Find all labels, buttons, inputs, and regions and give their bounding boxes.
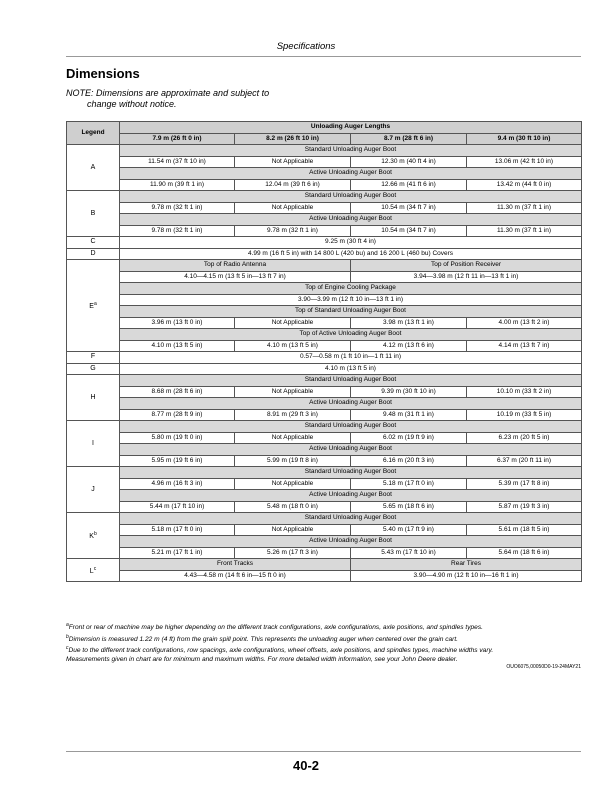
table-row [67,260,582,272]
subheader: Active Unloading Auger Boot [120,168,582,180]
cell: Not Applicable [235,156,351,168]
cell: 5.43 m (17 ft 10 in) [351,547,467,559]
table-row [67,191,582,203]
cell: 5.26 m (17 ft 3 in) [235,547,351,559]
column-header: 9.4 m (30 ft 10 in) [467,133,582,145]
note [66,88,366,110]
table-row [67,225,582,237]
legend-l: $L^c$ [67,559,120,582]
table-row [67,294,582,306]
table-row [67,455,582,467]
table-row [67,375,582,387]
footnote-a: $^a$Front or rear of machine may be higher depending on the different track configurations, axle configurations, axle positions, and spindles types. [66,622,483,631]
cell: 5.61 m (18 ft 5 in) [467,524,582,536]
cell: 9.48 m (31 ft 1 in) [351,409,467,421]
subheader: Standard Unloading Auger Boot [120,513,582,525]
section-title: Dimensions [66,66,140,81]
legend-d: D [67,248,120,260]
cell: 5.95 m (19 ft 6 in) [120,455,235,467]
cell: 3.98 m (13 ft 1 in) [351,317,467,329]
cell: 3.96 m (13 ft 0 in) [120,317,235,329]
running-header: Specifications [276,41,336,52]
cell: 4.43—4.58 m (14 ft 6 in—15 ft 0 in) [120,570,351,582]
cell: 5.99 m (19 ft 8 in) [235,455,351,467]
note-line-2: change without notice. [87,99,177,109]
table-row [67,501,582,513]
cell: 5.18 m (17 ft 0 in) [351,478,467,490]
table-row [67,317,582,329]
table-row [67,467,582,479]
table-row [67,248,582,260]
cell: Not Applicable [235,202,351,214]
cell: 5.64 m (18 ft 6 in) [467,547,582,559]
subheader: Top of Radio Antenna [120,260,351,272]
legend-c: C [67,237,120,249]
column-header: 8.7 m (28 ft 6 in) [351,133,467,145]
column-header-row [67,133,582,145]
cell: 8.91 m (29 ft 3 in) [235,409,351,421]
table-row [67,306,582,318]
cell: 12.66 m (41 ft 6 in) [351,179,467,191]
table-row [67,524,582,536]
subheader: Standard Unloading Auger Boot [120,421,582,433]
legend-j: J [67,467,120,513]
cell: 5.44 m (17 ft 10 in) [120,501,235,513]
legend-g: G [67,363,120,375]
cell: 6.37 m (20 ft 11 in) [467,455,582,467]
table-row [67,329,582,341]
subheader: Standard Unloading Auger Boot [120,191,582,203]
subheader: Front Tracks [120,559,351,571]
table-row [67,363,582,375]
cell: 5.65 m (18 ft 6 in) [351,501,467,513]
subheader: Top of Engine Cooling Package [120,283,582,295]
table-row [67,352,582,364]
cell: 11.30 m (37 ft 1 in) [467,225,582,237]
legend-f: F [67,352,120,364]
table-row [67,179,582,191]
legend-b: B [67,191,120,237]
cell: 5.39 m (17 ft 8 in) [467,478,582,490]
cell: 5.18 m (17 ft 0 in) [120,524,235,536]
table-row [67,513,582,525]
cell: 8.77 m (28 ft 9 in) [120,409,235,421]
table-row [67,386,582,398]
table-row [67,547,582,559]
table-row [67,409,582,421]
table-header-row [67,122,582,134]
cell: Not Applicable [235,524,351,536]
subheader: Active Unloading Auger Boot [120,490,582,502]
cell: 10.10 m (33 ft 2 in) [467,386,582,398]
cell: 5.48 m (18 ft 0 in) [235,501,351,513]
cell: 11.30 m (37 ft 1 in) [467,202,582,214]
cell: 4.00 m (13 ft 2 in) [467,317,582,329]
subheader: Standard Unloading Auger Boot [120,375,582,387]
legend-e: $E^a$ [67,260,120,352]
footnotes [66,621,581,664]
cell: 6.23 m (20 ft 5 in) [467,432,582,444]
table-row [67,283,582,295]
dimensions-table [66,121,582,582]
cell: 11.90 m (39 ft 1 in) [120,179,235,191]
table-row [67,145,582,157]
footnote-b: $^b$Dimension is measured 1.22 m (4 ft) from the grain spill point. This represents the unloading auger when centered over the grain cart. [66,633,459,643]
legend-a: A [67,145,120,191]
table-row [67,202,582,214]
table-row [67,271,582,283]
table-row [67,156,582,168]
cell: 8.68 m (28 ft 6 in) [120,386,235,398]
cell: 9.78 m (32 ft 1 in) [120,225,235,237]
cell: 5.87 m (19 ft 3 in) [467,501,582,513]
cell: 11.54 m (37 ft 10 in) [120,156,235,168]
footer-rule [66,751,581,752]
header-rule [66,56,581,57]
cell: 13.06 m (42 ft 10 in) [467,156,582,168]
cell: 3.94—3.98 m (12 ft 11 in—13 ft 1 in) [351,271,582,283]
table-row [67,398,582,410]
cell: 6.16 m (20 ft 3 in) [351,455,467,467]
table-row [67,168,582,180]
table-row [67,536,582,548]
cell: 4.14 m (13 ft 7 in) [467,340,582,352]
cell: 4.10—4.15 m (13 ft 5 in—13 ft 7 in) [120,271,351,283]
cell: 10.19 m (33 ft 5 in) [467,409,582,421]
cell: Not Applicable [235,317,351,329]
cell: Not Applicable [235,386,351,398]
page-number: 40-2 [292,758,320,773]
cell: 10.54 m (34 ft 7 in) [351,225,467,237]
cell: 4.12 m (13 ft 6 in) [351,340,467,352]
cell: 3.90—4.90 m (12 ft 10 in—16 ft 1 in) [351,570,582,582]
table-row [67,432,582,444]
group-header: Unloading Auger Lengths [120,122,582,134]
table-row [67,237,582,249]
column-header: 7.9 m (26 ft 0 in) [120,133,235,145]
cell: 10.54 m (34 ft 7 in) [351,202,467,214]
footnote-c-continued: Measurements given in chart are for minimum and maximum widths. For more detailed width information, see your John Deere dealer. [66,655,458,663]
cell: 5.40 m (17 ft 9 in) [351,524,467,536]
subheader: Active Unloading Auger Boot [120,214,582,226]
subheader: Top of Position Receiver [351,260,582,272]
cell: 9.78 m (32 ft 1 in) [235,225,351,237]
subheader: Top of Standard Unloading Auger Boot [120,306,582,318]
legend-h: H [67,375,120,421]
legend-header: Legend [67,122,120,145]
subheader: Top of Active Unloading Auger Boot [120,329,582,341]
legend-i: I [67,421,120,467]
cell: 4.10 m (13 ft 5 in) [120,340,235,352]
table-row [67,570,582,582]
table-row [67,444,582,456]
cell: 9.25 m (30 ft 4 in) [120,237,582,249]
subheader: Active Unloading Auger Boot [120,398,582,410]
table-row [67,559,582,571]
subheader: Rear Tires [351,559,582,571]
cell: 9.78 m (32 ft 1 in) [120,202,235,214]
note-line-1: NOTE: Dimensions are approximate and subject to [66,88,270,98]
cell: 4.10 m (13 ft 5 in) [235,340,351,352]
cell: 0.57—0.58 m (1 ft 10 in—1 ft 11 in) [120,352,582,364]
cell: 12.04 m (39 ft 6 in) [235,179,351,191]
subheader: Standard Unloading Auger Boot [120,467,582,479]
cell: 13.42 m (44 ft 0 in) [467,179,582,191]
document-code: OUO6075,00050D0-19-24MAY21 [506,664,581,670]
table-row [67,490,582,502]
cell: Not Applicable [235,432,351,444]
footnote-c: $^c$Due to the different track configurations, row spacings, axle configurations, wheel offsets, axle positions, and spindles types, machine widths vary. [66,645,494,654]
cell: 4.10 m (13 ft 5 in) [120,363,582,375]
table-row [67,421,582,433]
cell: 12.30 m (40 ft 4 in) [351,156,467,168]
subheader: Active Unloading Auger Boot [120,444,582,456]
legend-k: $K^b$ [67,513,120,559]
subheader: Standard Unloading Auger Boot [120,145,582,157]
subheader: Active Unloading Auger Boot [120,536,582,548]
cell: 6.02 m (19 ft 9 in) [351,432,467,444]
cell: 5.80 m (19 ft 0 in) [120,432,235,444]
table-row [67,214,582,226]
table-row [67,340,582,352]
table-row [67,478,582,490]
cell: Not Applicable [235,478,351,490]
cell: 3.90—3.99 m (12 ft 10 in—13 ft 1 in) [120,294,582,306]
cell: 9.39 m (30 ft 10 in) [351,386,467,398]
cell: 5.21 m (17 ft 1 in) [120,547,235,559]
cell: 4.99 m (16 ft 5 in) with 14 800 L (420 bu) and 16 200 L (460 bu) Covers [120,248,582,260]
cell: 4.96 m (16 ft 3 in) [120,478,235,490]
column-header: 8.2 m (26 ft 10 in) [235,133,351,145]
